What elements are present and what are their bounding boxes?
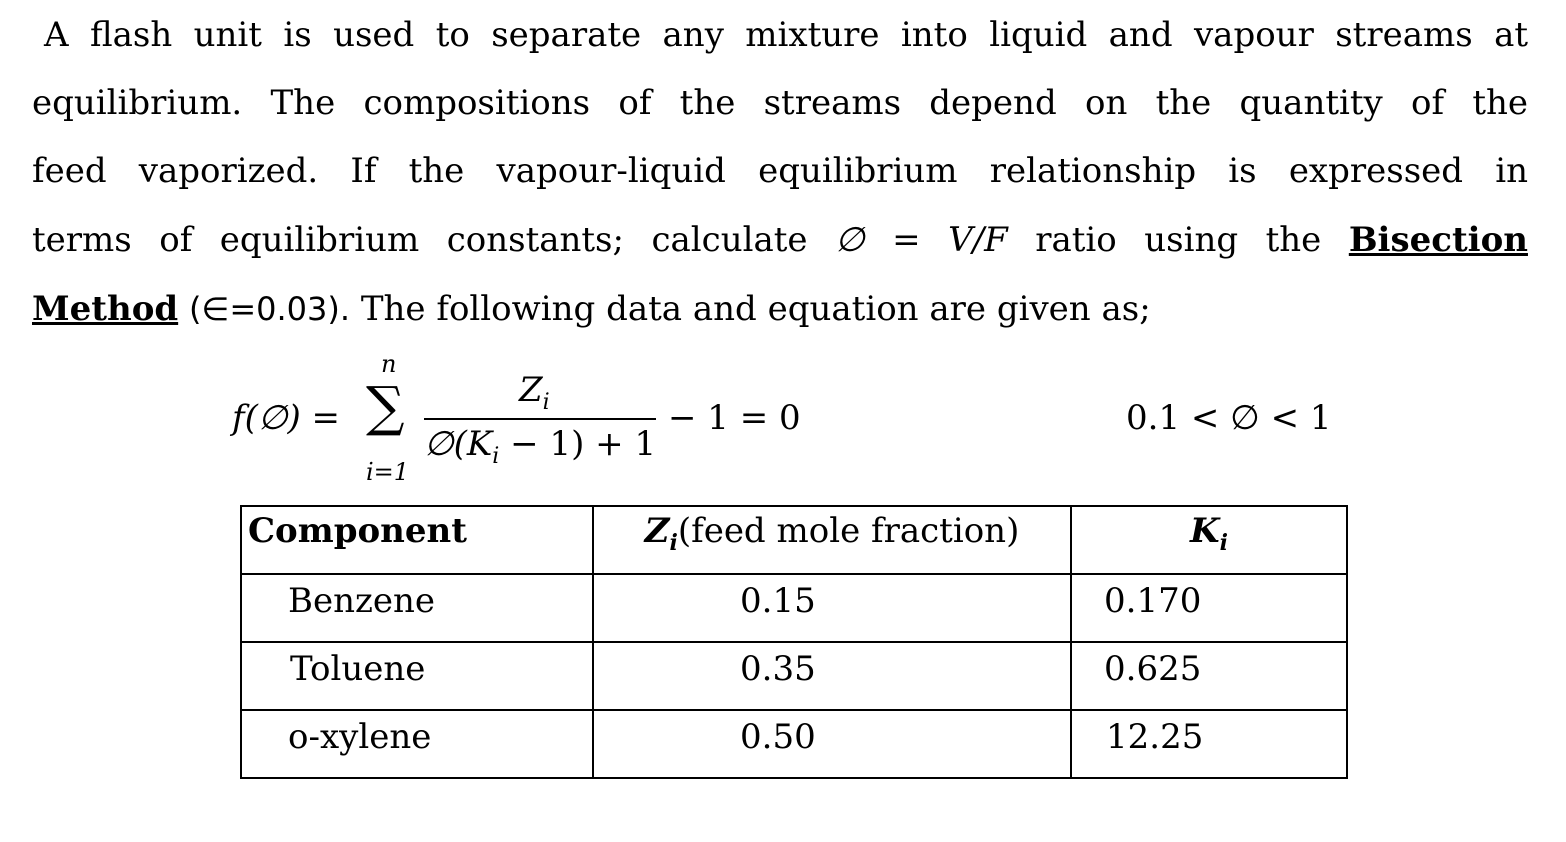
table-header-row: [241, 506, 1347, 574]
line4-text-b: ratio using the: [1035, 220, 1322, 260]
tolerance-value: (∈=0.03).: [188, 290, 351, 328]
header-z-label: [594, 507, 1070, 556]
z-subscript: i: [669, 530, 678, 556]
sum-upper-limit: n: [381, 350, 397, 378]
cell-component: [241, 710, 593, 778]
numerator-subscript: i: [542, 390, 550, 415]
z-value: 0.50: [740, 717, 816, 757]
summation-symbol: ∑: [366, 375, 405, 438]
cell-z: [593, 574, 1071, 642]
header-component: [241, 506, 593, 574]
component-name: Toluene: [290, 649, 426, 689]
denominator-subscript: i: [492, 444, 500, 469]
header-component-label: Component: [248, 511, 467, 551]
table-row: [241, 710, 1347, 778]
cell-component: [241, 574, 593, 642]
z-value: 0.35: [740, 649, 816, 689]
fraction-denominator: [424, 424, 656, 469]
k-symbol: K: [1190, 511, 1220, 551]
phi-constraint: 0.1 < ∅ < 1: [1126, 398, 1332, 438]
numerator-symbol: Z: [519, 370, 543, 410]
z-symbol: Z: [644, 511, 670, 551]
equation-lhs: f(∅) =: [232, 398, 341, 438]
problem-line-2: equilibrium. The compositions of the streams depend on the quantity of the: [32, 83, 1528, 123]
header-feed-mole-fraction: [593, 506, 1071, 574]
cell-k: [1071, 574, 1347, 642]
line4-text-a: terms of equilibrium constants; calculate: [32, 220, 808, 260]
cell-z: [593, 642, 1071, 710]
component-name: o-xylene: [288, 717, 432, 757]
z-value: 0.15: [740, 581, 816, 621]
denominator-rest: − 1) + 1: [499, 424, 657, 464]
method-keyword: Method: [32, 289, 179, 329]
fraction-bar: [424, 418, 656, 420]
table-row: [241, 642, 1347, 710]
phi-ratio-expression: ∅ = V/F: [835, 220, 1008, 260]
cell-component: [241, 642, 593, 710]
problem-line-3: feed vaporized. If the vapour-liquid equilibrium relationship is expressed in: [32, 151, 1528, 191]
k-value: 0.170: [1104, 581, 1202, 621]
k-value: 0.625: [1104, 649, 1202, 689]
sum-lower-limit: i=1: [366, 458, 410, 486]
k-value: 12.25: [1106, 717, 1204, 757]
problem-line-1: A flash unit is used to separate any mixture into liquid and vapour streams at: [44, 15, 1528, 55]
equation-rhs: − 1 = 0: [668, 398, 801, 438]
k-subscript: i: [1219, 530, 1228, 556]
component-name: Benzene: [288, 581, 436, 621]
bisection-keyword: Bisection: [1348, 220, 1528, 260]
table-row: [241, 574, 1347, 642]
cell-z: [593, 710, 1071, 778]
header-k: [1071, 506, 1347, 574]
z-description: (feed mole fraction): [677, 511, 1020, 551]
fraction-numerator: [519, 370, 550, 415]
denominator-symbol: ∅(K: [424, 424, 493, 464]
cell-k: [1071, 642, 1347, 710]
cell-k: [1071, 710, 1347, 778]
component-data-table: [240, 505, 1348, 779]
line5-text: The following data and equation are given as;: [360, 289, 1151, 329]
header-k-label: [1072, 507, 1346, 556]
